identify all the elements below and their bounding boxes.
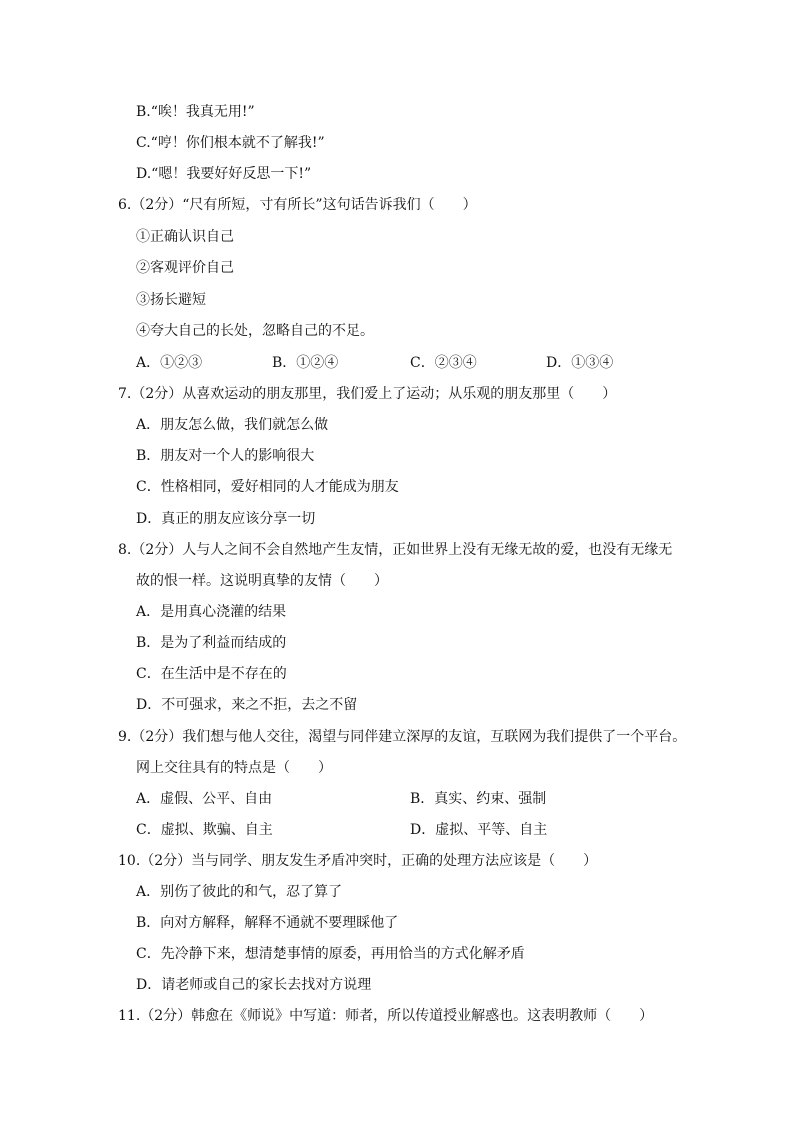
option-b: B.“唉！我真无用!”: [136, 104, 255, 120]
option-a: A．虚假、公平、自由: [136, 791, 273, 807]
question-9-stem-continued: 网上交往具有的特点是（ ）: [136, 760, 332, 776]
option-d: D．不可强求，来之不拒，去之不留: [136, 697, 358, 713]
option-c: C.“哼！你们根本就不了解我!”: [136, 135, 325, 151]
option-b: B．是为了利益而结成的: [136, 635, 287, 651]
option-b: B．朋友对一个人的影响很大: [136, 448, 315, 464]
statement-3: ③扬长避短: [136, 292, 206, 308]
question-8-stem: 8.（2分）人与人之间不会自然地产生友情，正如世界上没有无缘无故的爱，也没有无缘无: [118, 542, 673, 558]
option-d: D．①③④: [546, 355, 614, 371]
question-9-stem: 9.（2分）我们想与他人交往，渴望与同伴建立深厚的友谊，互联网为我们提供了一个平台。: [118, 729, 687, 745]
statement-1: ①正确认识自己: [136, 229, 234, 245]
option-d: D．请老师或自己的家长去找对方说理: [136, 977, 372, 993]
question-6-stem: 6.（2分）“尺有所短，寸有所长”这句话告诉我们（ ）: [118, 197, 477, 213]
option-c: C．先冷静下来，想清楚事情的原委，再用恰当的方式化解矛盾: [136, 946, 525, 962]
question-11-stem: 11.（2分）韩愈在《师说》中写道：师者，所以传道授业解惑也。这表明教师（ ）: [118, 1008, 654, 1024]
question-10-stem: 10.（2分）当与同学、朋友发生矛盾冲突时，正确的处理方法应该是（ ）: [118, 853, 598, 869]
option-b: B．真实、约束、强制: [410, 791, 547, 807]
option-d: D.“嗯！我要好好反思一下!”: [136, 166, 312, 182]
option-b: B．①②④: [272, 355, 339, 371]
question-7-stem: 7.（2分）从喜欢运动的朋友那里，我们爱上了运动；从乐观的朋友那里（ ）: [118, 386, 617, 402]
option-c: C．性格相同，爱好相同的人才能成为朋友: [136, 479, 399, 495]
option-c: C．②③④: [410, 355, 477, 371]
statement-4: ④夸大自己的长处，忽略自己的不足。: [136, 323, 374, 339]
option-a: A．朋友怎么做，我们就怎么做: [136, 417, 329, 433]
option-a: A．是用真心浇灌的结果: [136, 604, 287, 620]
option-b: B．向对方解释，解释不通就不要理睬他了: [136, 915, 399, 931]
option-c: C．虚拟、欺骗、自主: [136, 822, 273, 838]
question-8-stem-continued: 故的恨一样。这说明真挚的友情（ ）: [136, 573, 388, 589]
option-a: A．①②③: [136, 355, 203, 371]
statement-2: ②客观评价自己: [136, 260, 234, 276]
option-a: A．别伤了彼此的和气，忍了算了: [136, 884, 343, 900]
option-d: D．真正的朋友应该分享一切: [136, 511, 316, 527]
option-d: D．虚拟、平等、自主: [410, 822, 548, 838]
option-c: C．在生活中是不存在的: [136, 666, 287, 682]
